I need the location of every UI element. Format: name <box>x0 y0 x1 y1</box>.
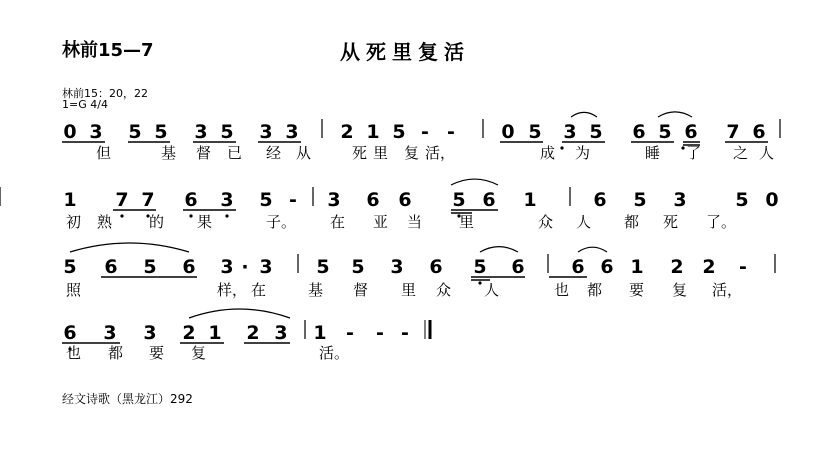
sustain-dash: - <box>739 256 747 278</box>
note-digit: 0 <box>63 121 77 143</box>
lyric-word: 经 <box>266 144 282 162</box>
lyric-word: 的 <box>149 213 165 231</box>
sustain-dash: - <box>421 121 429 143</box>
sustain-dash: - <box>289 189 297 211</box>
slur-arc <box>480 247 518 252</box>
note-digit: 5 <box>735 189 749 211</box>
lyric-word: 众 <box>436 281 452 299</box>
note-digit: 5 <box>473 256 487 278</box>
note-digit: 3 <box>327 189 341 211</box>
note-digit: 6 <box>632 121 646 143</box>
lyric-word: 从 <box>296 144 312 162</box>
note-digit: 2 <box>340 121 354 143</box>
low-octave-dot <box>478 281 481 284</box>
lyric-word: 也 <box>66 344 82 362</box>
note-digit: 3 <box>220 256 234 278</box>
note-digit: 1 <box>630 256 644 278</box>
note-digit: 5 <box>128 121 142 143</box>
note-digit: 1 <box>313 322 327 344</box>
note-digit: 6 <box>104 256 118 278</box>
lyric-word: 样， <box>217 281 248 299</box>
note-digit: 6 <box>184 189 198 211</box>
note-digit: 3 <box>89 121 103 143</box>
note-digit: 1 <box>208 322 222 344</box>
lyric-word: 为 <box>575 144 591 162</box>
source-note: 经文诗歌（黑龙江）292 <box>62 392 193 406</box>
lyric-word: 复 <box>404 144 420 162</box>
note-digit: 6 <box>398 189 412 211</box>
note-digit: 6 <box>600 256 614 278</box>
note-digit: 3 <box>103 322 117 344</box>
lyric-word: 在 <box>330 213 346 231</box>
lyric-word: 人 <box>484 281 500 299</box>
lyric-word: 死 <box>352 144 368 162</box>
note-digit: 3 <box>563 121 577 143</box>
note-digit: 7 <box>141 189 155 211</box>
lyric-word: 基 <box>161 144 177 162</box>
note-digit: 1 <box>366 121 380 143</box>
note-digit: 3 <box>274 322 288 344</box>
lyric-word: 睡 <box>645 144 661 162</box>
note-digit: 0 <box>765 189 779 211</box>
note-digit: 5 <box>528 121 542 143</box>
lyric-word: 果 <box>197 213 213 231</box>
lyric-word: 当 <box>407 213 423 231</box>
slur-arc <box>571 112 597 117</box>
note-digit: 3 <box>259 256 273 278</box>
low-octave-dot <box>120 214 123 217</box>
note-digit: 6 <box>684 121 698 143</box>
note-digit: 1 <box>523 189 537 211</box>
note-digit: 5 <box>351 256 365 278</box>
lyric-word: 要 <box>629 281 645 299</box>
note-digit: 6 <box>482 189 496 211</box>
note-digit: 6 <box>511 256 525 278</box>
note-digit: 5 <box>154 121 168 143</box>
song-title: 从死里复活 <box>340 40 470 64</box>
note-digit: 6 <box>63 322 77 344</box>
lyric-word: 也 <box>554 281 570 299</box>
low-octave-dot <box>189 214 192 217</box>
slur-arc <box>189 309 290 318</box>
note-digit: 5 <box>143 256 157 278</box>
lyric-word: 活。 <box>319 344 350 362</box>
lyric-word: 基 <box>308 281 324 299</box>
lyric-word: 里 <box>401 281 417 299</box>
lyric-word: 照 <box>66 281 82 299</box>
note-digit: 6 <box>571 256 585 278</box>
note-digit: 6 <box>366 189 380 211</box>
lyric-word: 复 <box>672 281 688 299</box>
lyric-word: 成 <box>540 144 556 162</box>
lyric-word: 都 <box>624 213 640 231</box>
note-digit: 2 <box>702 256 716 278</box>
note-digit: 0 <box>501 121 515 143</box>
lyric-word: 都 <box>108 344 124 362</box>
key-signature: 1=G 4/4 <box>62 98 108 111</box>
sustain-dash: - <box>401 322 409 344</box>
lyric-word: 复 <box>191 344 207 362</box>
lyric-word: 但 <box>96 144 112 162</box>
note-digit: 3 <box>673 189 687 211</box>
note-digit: 5 <box>392 121 406 143</box>
lyric-word: 活， <box>712 281 743 299</box>
slur-arc <box>578 247 607 252</box>
lyric-word: 子。 <box>266 213 297 231</box>
lyric-word: 之 <box>733 144 749 162</box>
lyric-word: 督 <box>196 144 212 162</box>
note-digit: 5 <box>589 121 603 143</box>
scripture-reference: 林前15：20，22 <box>62 87 148 100</box>
low-octave-dot <box>681 146 684 149</box>
note-digit: 7 <box>726 121 740 143</box>
lyric-word: 人 <box>576 213 592 231</box>
note-digit: 3 <box>259 121 273 143</box>
note-digit: 3 <box>143 322 157 344</box>
note-digit: 6 <box>429 256 443 278</box>
note-digit: 5 <box>220 121 234 143</box>
lyric-word: 都 <box>587 281 603 299</box>
note-digit: 5 <box>452 189 466 211</box>
note-digit: 5 <box>316 256 330 278</box>
note-digit: 3 <box>220 189 234 211</box>
lyric-word: 众 <box>538 213 554 231</box>
lyric-word: 人 <box>759 144 775 162</box>
lyric-word: 初 <box>66 213 82 231</box>
note-digit: 7 <box>115 189 129 211</box>
sustain-dash: - <box>376 322 384 344</box>
lyric-word: 了 <box>686 144 702 162</box>
lyric-word: 在 <box>251 281 267 299</box>
note-digit: 5 <box>658 121 672 143</box>
slur-arc <box>658 112 692 117</box>
lyric-word: 督 <box>353 281 369 299</box>
slur-arc <box>70 243 189 252</box>
note-digit: 3 <box>390 256 404 278</box>
low-octave-dot <box>560 146 563 149</box>
sustain-dash: - <box>346 322 354 344</box>
slur-arc <box>451 179 498 185</box>
low-octave-dot <box>225 214 228 217</box>
lyric-word: 要 <box>149 344 165 362</box>
note-digit: 6 <box>593 189 607 211</box>
sustain-dash: - <box>447 121 455 143</box>
augmentation-dot: · <box>241 256 249 278</box>
lyric-word: 已 <box>227 144 243 162</box>
note-digit: 6 <box>182 256 196 278</box>
note-digit: 5 <box>633 189 647 211</box>
note-digit: 3 <box>285 121 299 143</box>
note-digit: 2 <box>182 322 196 344</box>
note-digit: 5 <box>259 189 273 211</box>
song-code: 林前15—7 <box>62 40 154 61</box>
lyric-word: 熟 <box>97 213 113 231</box>
lyric-word: 活， <box>425 144 456 162</box>
note-digit: 5 <box>63 256 77 278</box>
lyric-word: 亚 <box>373 213 389 231</box>
lyric-word: 里 <box>373 144 389 162</box>
note-digit: 2 <box>670 256 684 278</box>
note-digit: 1 <box>63 189 77 211</box>
note-digit: 6 <box>752 121 766 143</box>
lyric-word: 了。 <box>706 213 737 231</box>
lyric-word: 死 <box>663 213 679 231</box>
note-digit: 2 <box>246 322 260 344</box>
lyric-word: 里 <box>459 213 475 231</box>
note-digit: 3 <box>194 121 208 143</box>
